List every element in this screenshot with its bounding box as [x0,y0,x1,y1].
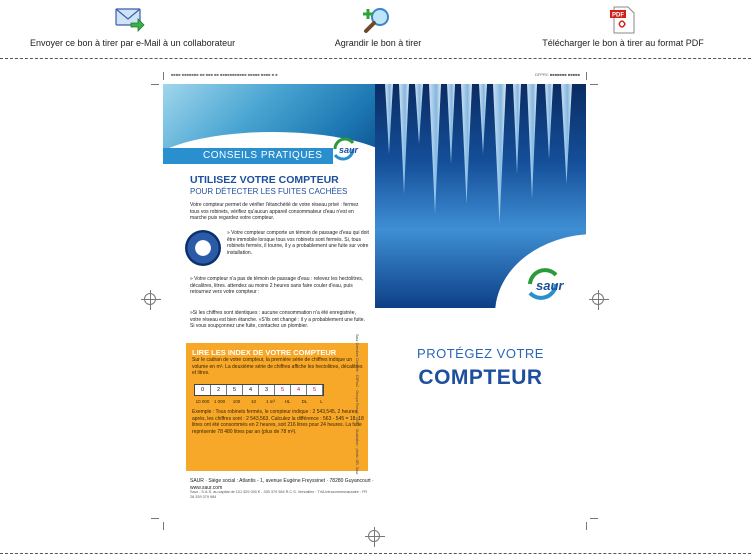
email-send-icon [115,6,145,34]
meter-digit: 0 [195,385,211,395]
saur-logo [329,136,371,162]
crop-mark [586,72,587,80]
intro-paragraph: Votre compteur permet de vérifier l'étanchéité de votre réseau privé : fermez tous vos robinets, vérifiez qu'aucun appareil consommateur d'eau n'est en marche puis regardez votre compteur. [190,202,359,222]
company-address: SAUR · Siège social : Atlantis - 1, avenue Eugène Freyssinet · 78280 Guyancourt · www.saur.com [190,478,374,491]
meter-unit: 100 [232,399,241,404]
meter-example: Exemple : Tous robinets fermés, le compteur indique : 2 543,545, 2 heures après, les chiffres sont : 2 543,563. Calculez la différence : 563 - 545 = 18. 18 litres ont été consommés en 2 heures, soit 216 litres pour 24 heures. La fuite représente 78 480 litres par an (plus de 78 m³). [192,409,364,435]
pdf-badge-text: PDF [612,12,624,19]
crop-mark [590,84,598,85]
meter-digit: 5 [275,385,291,395]
pdf-download-button[interactable] [538,6,708,48]
icicle [447,84,455,164]
registration-mark-bottom [368,530,380,542]
icicle [415,84,423,144]
icicle [513,84,521,174]
meter-digit: 2 [211,385,227,395]
water-meter-image [185,230,221,266]
magnifier-plus-icon [363,6,393,34]
meter-unit: DL [301,399,308,404]
crop-mark [163,72,164,80]
icicle [429,84,441,214]
section-band-label: CONSEILS PRATIQUES [203,150,323,161]
meter-digits [194,384,324,396]
separator-bottom [0,553,751,554]
icicle [479,84,487,154]
saur-logo-text: saur [339,145,359,155]
crop-mark [163,522,164,530]
cover-title-line2: COMPTEUR [418,366,543,389]
brochure-title: UTILISEZ VOTRE COMPTEUR [190,174,339,186]
registration-mark-right [592,293,604,305]
crop-mark [586,522,587,530]
meter-unit: L [320,399,323,404]
icicle [561,84,572,184]
email-button-label: Envoyer ce bon à tirer par e-Mail à un collaborateur [30,38,236,48]
meter-index-text: Sur le cadran de votre compteur, la première série de chiffres indique un volume en m³. La deuxième série de chiffres affiche les hectolitres, décalitres et litres. [192,357,363,377]
icicle [545,84,553,159]
results-paragraph: »Si les chiffres sont identiques : aucune consommation n'a été enregistrée, votre réseau est bien étanche. »S'ils ont changé : il y a probablement une fuite. Si vous soupçonnez une fuite, contactez un plombier. [190,310,365,330]
toolbar [0,0,751,58]
witness-paragraph: » Votre compteur comporte un témoin de passage d'eau qui doit être immobile lorsque tous vos robinets sont fermés. Si, tous robinets fermés, il tourne, il y a probablement une fuite sur votre installation. [227,230,369,256]
brochure-cover-panel [375,72,586,518]
brochure-subtitle: POUR DÉTECTER LES FUITES CACHÉES [190,187,348,196]
meter-unit: 1 m³ [266,399,275,404]
icicle [385,84,393,154]
meter-units [194,399,330,404]
meter-index-title: LIRE LES INDEX DE VOTRE COMPTEUR [192,348,337,357]
cover-print-note: DFPRC ■■■■■■■ ■■■■■ [535,72,580,77]
pdf-file-icon [608,6,638,34]
icicle [461,84,472,204]
icicle [527,84,537,199]
zoom-button[interactable] [318,6,438,48]
email-button[interactable] [30,6,236,48]
no-witness-paragraph: » Votre compteur n'a pas de témoin de passage d'eau : relevez les hectolitres, décalitres, litres. attendez au moins 2 heures sans faire couler d'eau, puis retournez vers votre compteur : [190,276,364,296]
crop-mark [590,518,598,519]
separator-top [0,58,751,59]
icicle [399,84,409,194]
saur-logo-cover [522,264,582,304]
meter-digit: 4 [243,385,259,395]
crop-mark [151,84,159,85]
proof-sheet[interactable] [163,72,586,518]
meter-unit: 1 000 [213,399,226,404]
meter-digit: 3 [259,385,275,395]
legal-notice: Saur - S.A.S. au capital de 101 529 000 € - 339 379 984 R.C.S. Versailles · TVA intracommunautaire : FR 28 339 379 984 [190,490,368,499]
icicle [493,84,506,224]
vertical-print-note: Saur Direction Clientèle · D3Pro2 · Groupe Rosbé · 06/07 · Illustration · photo: DR, Saur. [355,334,359,476]
saur-cover-logo-text: saur [536,278,564,293]
meter-unit: HL [284,399,291,404]
meter-digit: 5 [227,385,243,395]
meter-digit: 5 [307,385,323,395]
meter-digit: 4 [291,385,307,395]
registration-mark-left [144,293,156,305]
cover-title-line1: PROTÉGEZ VOTRE [417,346,544,361]
meter-unit: 10 [250,399,256,404]
brochure-back-panel [163,72,375,518]
meter-unit: 10 000 [195,399,210,404]
zoom-button-label: Agrandir le bon à tirer [334,38,422,48]
crop-mark [151,518,159,519]
pdf-button-label: Télécharger le bon à tirer au format PDF [542,38,704,48]
meter-index-box [186,343,368,471]
print-info-note: ■■■■ ■■■■■■■ ■■ ■■■ ■■ ■■■■■■■■■■■ ■■■■■ ■■■■ ■ ■ [171,72,278,77]
